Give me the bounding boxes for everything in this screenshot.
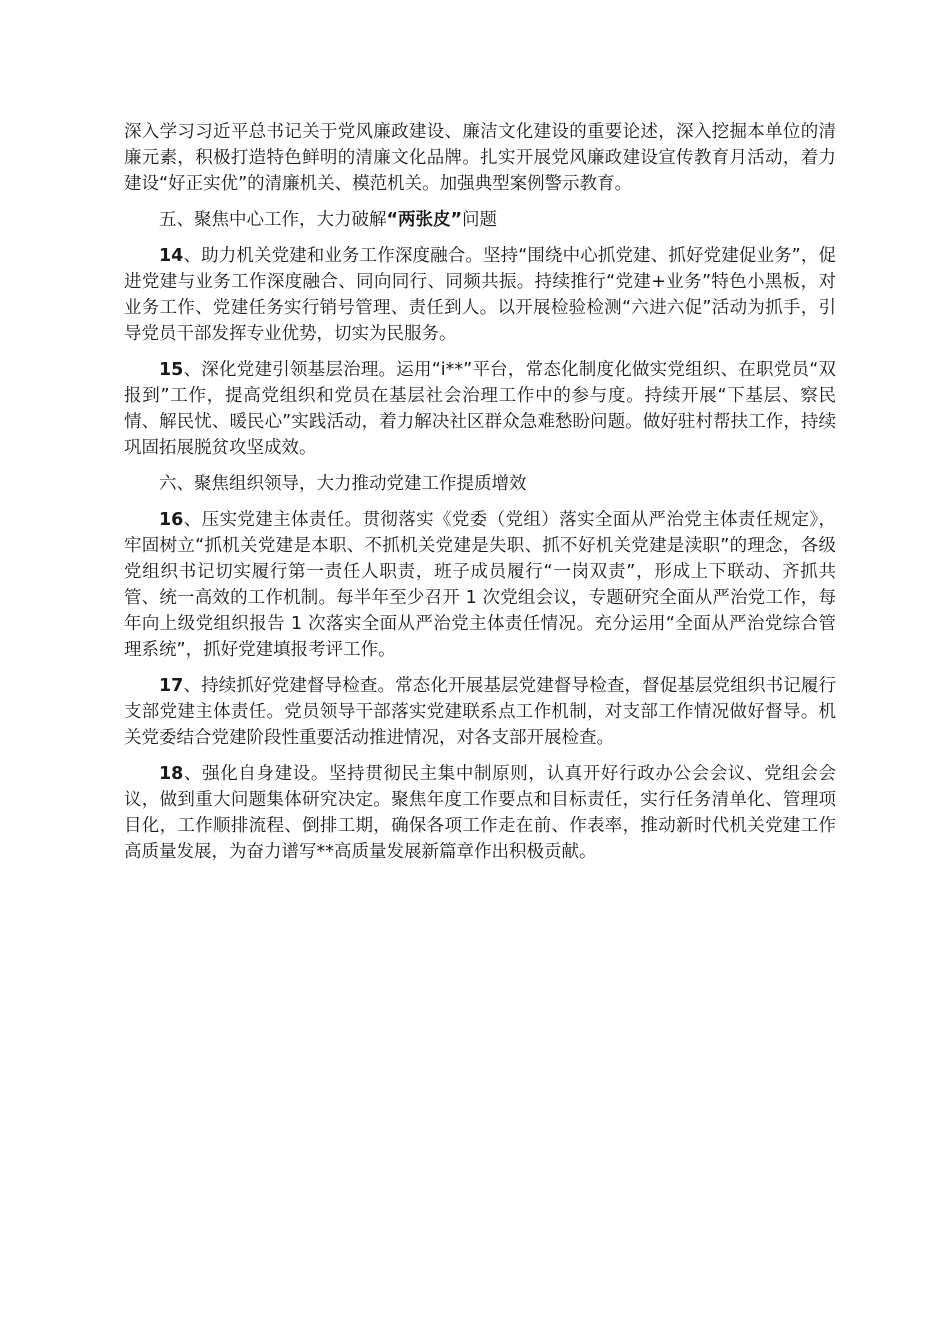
- item-text: 、深化党建引领基层治理。运用“i**”平台，常态化制度化做实党组织、在职党员“双报到”工作，提高党组织和党员在基层社会治理工作中的参与度。持续开展“下基层、察民情、解民忧、暖民心”实践活动，着力解决社区群众急难愁盼问题。做好驻村帮扶工作，持续巩固拓展脱贫攻坚成效。: [124, 360, 836, 458]
- paragraph-item-16: [124, 507, 836, 663]
- paragraph-continuation: 深入学习习近平总书记关于党风廉政建设、廉洁文化建设的重要论述，深入挖掘本单位的清廉元素，积极打造特色鲜明的清廉文化品牌。扎实开展党风廉政建设宣传教育月活动，着力建设“好正实优”的清廉机关、模范机关。加强典型案例警示教育。: [124, 122, 836, 194]
- item-number: 14: [159, 246, 184, 266]
- item-text: 、助力机关党建和业务工作深度融合。坚持“围绕中心抓党建、抓好党建促业务”，促进党建与业务工作深度融合、同向同行、同频共振。持续推行“党建+业务”特色小黑板，对业务工作、党建任务实行销号管理、责任到人。以开展检验检测“六进六促”活动为抓手，引导党员干部发挥专业优势，切实为民服务。: [124, 246, 836, 344]
- paragraph-item-17: [124, 673, 836, 751]
- heading-5-quote: “两张皮”: [386, 210, 463, 230]
- item-text: 、强化自身建设。坚持贯彻民主集中制原则，认真开好行政办公会会议、党组会会议，做到重大问题集体研究决定。聚焦年度工作要点和目标责任，实行任务清单化、管理项目化，工作顺排流程、倒排工期，确保各项工作走在前、作表率，推动新时代机关党建工作高质量发展，为奋力谱写**高质量发展新篇章作出积极贡献。: [124, 764, 836, 862]
- item-number: 15: [159, 360, 184, 380]
- item-number: 16: [159, 510, 184, 530]
- paragraph-item-18: [124, 761, 836, 865]
- paragraph-item-15: [124, 357, 836, 461]
- heading-5-prefix: 五、聚焦中心工作，大力破解: [159, 210, 387, 230]
- document-page: [124, 119, 836, 875]
- section-heading-6: 六、聚焦组织领导，大力推动党建工作提质增效: [159, 474, 527, 494]
- paragraph-item-14: [124, 243, 836, 347]
- item-text: 、持续抓好党建督导检查。常态化开展基层党建督导检查，督促基层党组织书记履行支部党建主体责任。党员领导干部落实党建联系点工作机制，对支部工作情况做好督导。机关党委结合党建阶段性重要活动推进情况，对各支部开展检查。: [124, 676, 836, 748]
- section-heading-5: [124, 207, 836, 233]
- item-text: 、压实党建主体责任。贯彻落实《党委（党组）落实全面从严治党主体责任规定》，牢固树立“抓机关党建是本职、不抓机关党建是失职、抓不好机关党建是渎职”的理念，各级党组织书记切实履行第一责任人职责，班子成员履行“一岗双责”，形成上下联动、齐抓共管、统一高效的工作机制。每半年至少召开 1 次党组会议，专题研究全面从严治党工作，每年向上级党组织报告 1 次落实全面从严治党主体责任情况。充分运用“全面从严治党综合管理系统”，抓好党建填报考评工作。: [124, 510, 836, 660]
- item-number: 17: [159, 676, 184, 696]
- heading-5-suffix: 问题: [462, 210, 498, 230]
- item-number: 18: [159, 764, 184, 784]
